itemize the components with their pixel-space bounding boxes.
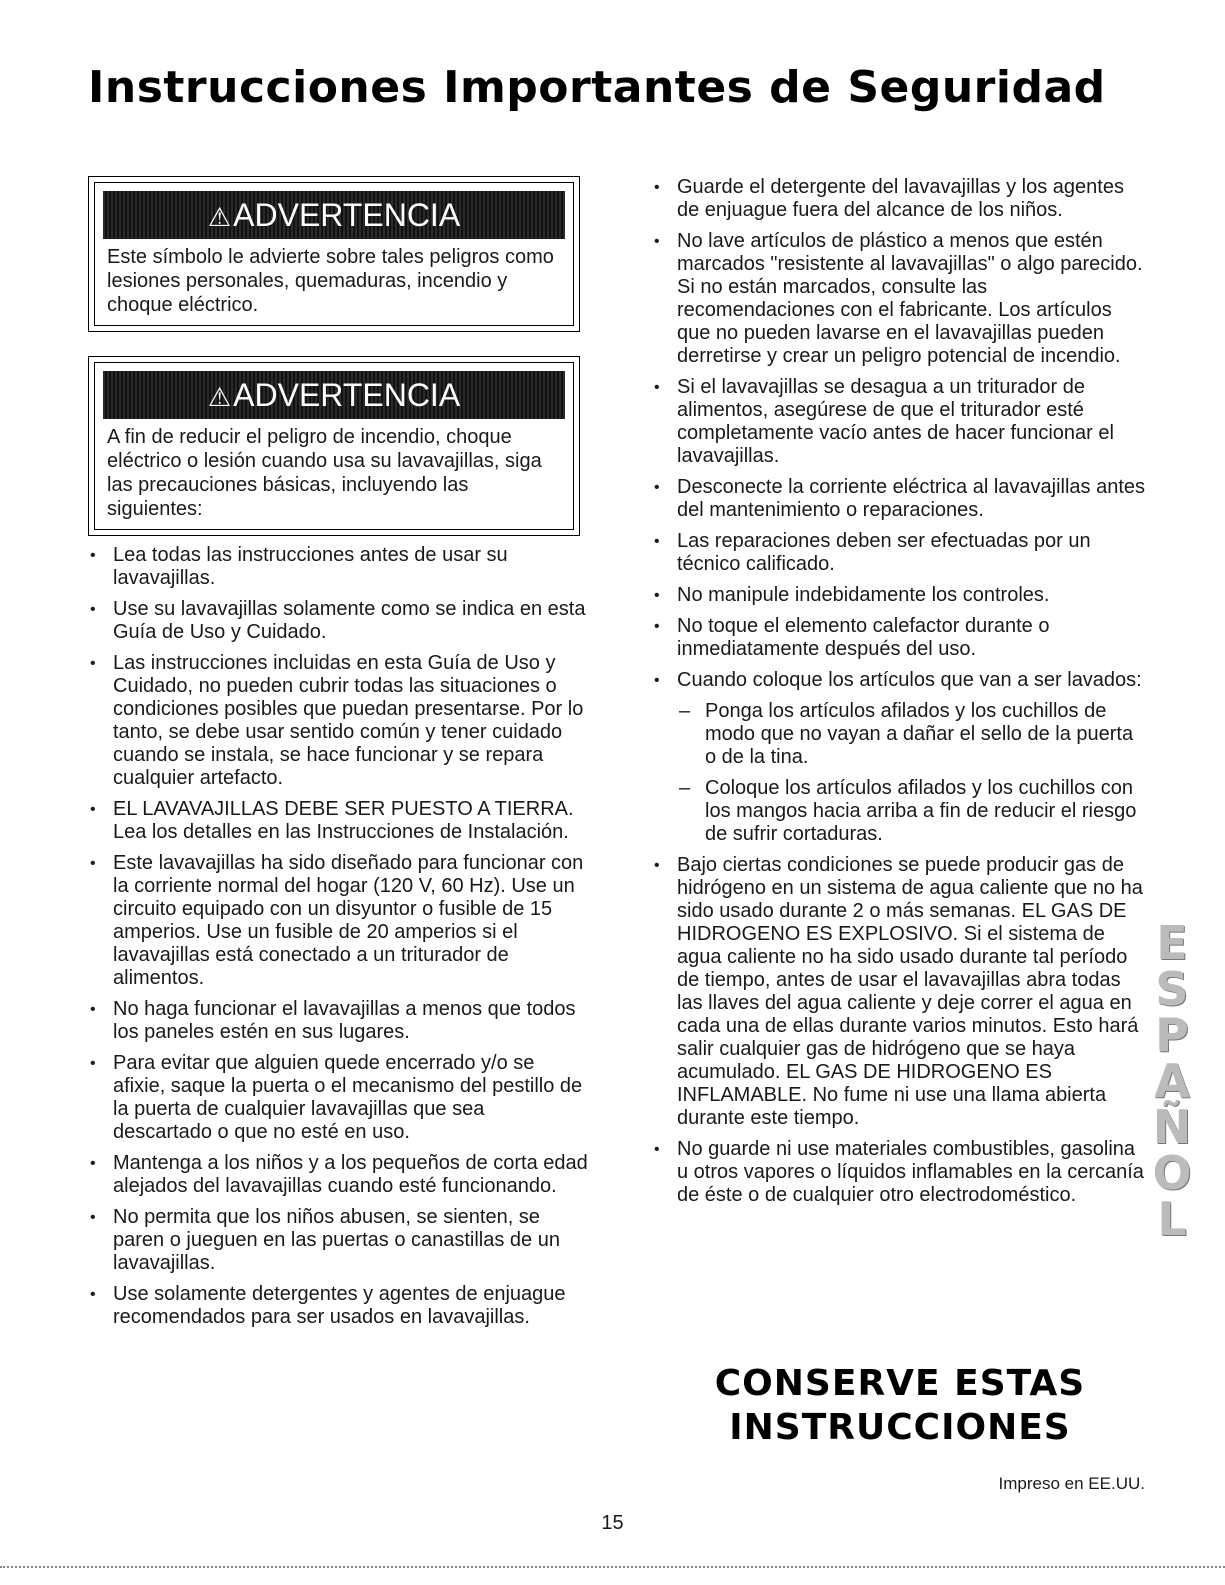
list-item: • Use su lavavajillas solamente como se indica en esta Guía de Uso y Cuidado.	[88, 598, 588, 644]
page-title: Instrucciones Importantes de Seguridad	[88, 62, 1106, 113]
warning-text: Este símbolo le advierte sobre tales peligros como lesiones personales, quemaduras, incendio y choque eléctrico.	[107, 246, 554, 316]
warning-triangle-icon: ⚠	[207, 382, 232, 412]
sub-list-item: – Ponga los artículos afilados y los cuchillos de modo que no vayan a dañar el sello de la puerta o de la tina.	[677, 700, 1147, 769]
list-item: • No manipule indebidamente los controles.	[652, 584, 1147, 607]
list-item	[652, 669, 1147, 846]
list-item: • Mantenga a los niños y a los pequeños de corta edad alejados del lavavajillas cuando esté funcionando.	[88, 1152, 588, 1198]
list-item: • No guarde ni use materiales combustibles, gasolina u otros vapores o líquidos inflamables en la cercanía de éste o de cualquier otro electrodoméstico.	[652, 1138, 1147, 1207]
warning-box-precautions	[88, 356, 580, 536]
side-tab-letter: Ñ	[1152, 1100, 1192, 1154]
list-item: • Lea todas las instrucciones antes de usar su lavavajillas.	[88, 544, 588, 590]
warning-heading: ADVERTENCIA	[233, 197, 461, 233]
list-item: • Desconecte la corriente eléctrica al lavavajillas antes del mantenimiento o reparaciones.	[652, 476, 1147, 522]
side-tab-letter: O	[1152, 1146, 1192, 1200]
list-item: • No toque el elemento calefactor durante o inmediatamente después del uso.	[652, 615, 1147, 661]
conserve-heading	[660, 1362, 1140, 1450]
sub-list	[677, 700, 1147, 846]
list-item: • EL LAVAVAJILLAS DEBE SER PUESTO A TIERRA. Lea los detalles en las Instrucciones de Instalación.	[88, 798, 588, 844]
warning-text: A fin de reducir el peligro de incendio, choque eléctrico o lesión cuando usa su lavavajillas, siga las precauciones básicas, incluyendo las siguientes:	[107, 426, 542, 520]
right-instruction-list	[652, 176, 1147, 1215]
side-tab-espanol	[1150, 916, 1194, 1246]
bottom-divider	[0, 1566, 1225, 1568]
side-tab-letter: S	[1155, 962, 1189, 1016]
warning-box-symbol	[88, 176, 580, 332]
warning-header	[103, 371, 565, 419]
list-item: • Este lavavajillas ha sido diseñado para funcionar con la corriente normal del hogar (120 V, 60 Hz). Use un circuito equipado con un disyuntor o fusible de 15 amperios. Use un fusible de 20 amperios si el lavavajillas está conectado a un triturador de alimentos.	[88, 852, 588, 990]
side-tab-letter: A	[1154, 1054, 1190, 1108]
page-number: 15	[601, 1512, 624, 1534]
list-item: • No lave artículos de plástico a menos que estén marcados "resistente al lavavajillas" o algo parecido. Si no están marcados, consulte las recomendaciones con el fabricante. Los artículos que no pueden lavarse en el lavavajillas pueden derretirse y crear un peligro potencial de incendio.	[652, 230, 1147, 368]
list-item-text: Cuando coloque los artículos que van a ser lavados:	[677, 669, 1142, 691]
list-item: • Las reparaciones deben ser efectuadas por un técnico calificado.	[652, 530, 1147, 576]
list-item: • Para evitar que alguien quede encerrado y/o se afixie, saque la puerta o el mecanismo del pestillo de la puerta de cualquier lavavajillas que sea descartado o que no esté en uso.	[88, 1052, 588, 1144]
warning-heading: ADVERTENCIA	[233, 377, 461, 413]
sub-list-item: – Coloque los artículos afilados y los cuchillos con los mangos hacia arriba a fin de reducir el riesgo de sufrir cortaduras.	[677, 777, 1147, 846]
list-item: • Guarde el detergente del lavavajillas y los agentes de enjuague fuera del alcance de los niños.	[652, 176, 1147, 222]
printed-in-note: Impreso en EE.UU.	[998, 1474, 1145, 1493]
side-tab-letter: L	[1157, 1192, 1187, 1246]
list-item: • No permita que los niños abusen, se sienten, se paren o jueguen en las puertas o canastillas de un lavavajillas.	[88, 1206, 588, 1275]
list-item: • Bajo ciertas condiciones se puede producir gas de hidrógeno en un sistema de agua caliente que no ha sido usado durante 2 o más semanas. EL GAS DE HIDROGENO ES EXPLOSIVO. Si el sistema de agua caliente no ha sido usado durante tal período de tiempo, antes de usar el lavavajillas abra todas las llaves del agua caliente y deje correr el agua en cada una de ellas durante varios minutos. Esto hará salir cualquier gas de hidrógeno que se haya acumulado. EL GAS DE HIDROGENO ES INFLAMABLE. No fume ni use una llama abierta durante este tiempo.	[652, 854, 1147, 1130]
side-tab-letter: P	[1155, 1008, 1189, 1062]
list-item: • Use solamente detergentes y agentes de enjuague recomendados para ser usados en lavavajillas.	[88, 1283, 588, 1329]
list-item: • No haga funcionar el lavavajillas a menos que todos los paneles estén en sus lugares.	[88, 998, 588, 1044]
side-tab-letter: E	[1156, 916, 1188, 970]
left-instruction-list	[88, 544, 588, 1337]
conserve-line: INSTRUCCIONES	[729, 1407, 1071, 1448]
warning-triangle-icon: ⚠	[207, 202, 232, 232]
list-item: • Si el lavavajillas se desagua a un triturador de alimentos, asegúrese de que el triturador esté completamente vacío antes de hacer funcionar el lavavajillas.	[652, 376, 1147, 468]
list-item: • Las instrucciones incluidas en esta Guía de Uso y Cuidado, no pueden cubrir todas las situaciones o condiciones posibles que puedan presentarse. Por lo tanto, se debe usar sentido común y tener cuidado cuando se instala, se hace funcionar y se repara cualquier artefacto.	[88, 652, 588, 790]
warning-header	[103, 191, 565, 239]
conserve-line: CONSERVE ESTAS	[714, 1363, 1086, 1404]
